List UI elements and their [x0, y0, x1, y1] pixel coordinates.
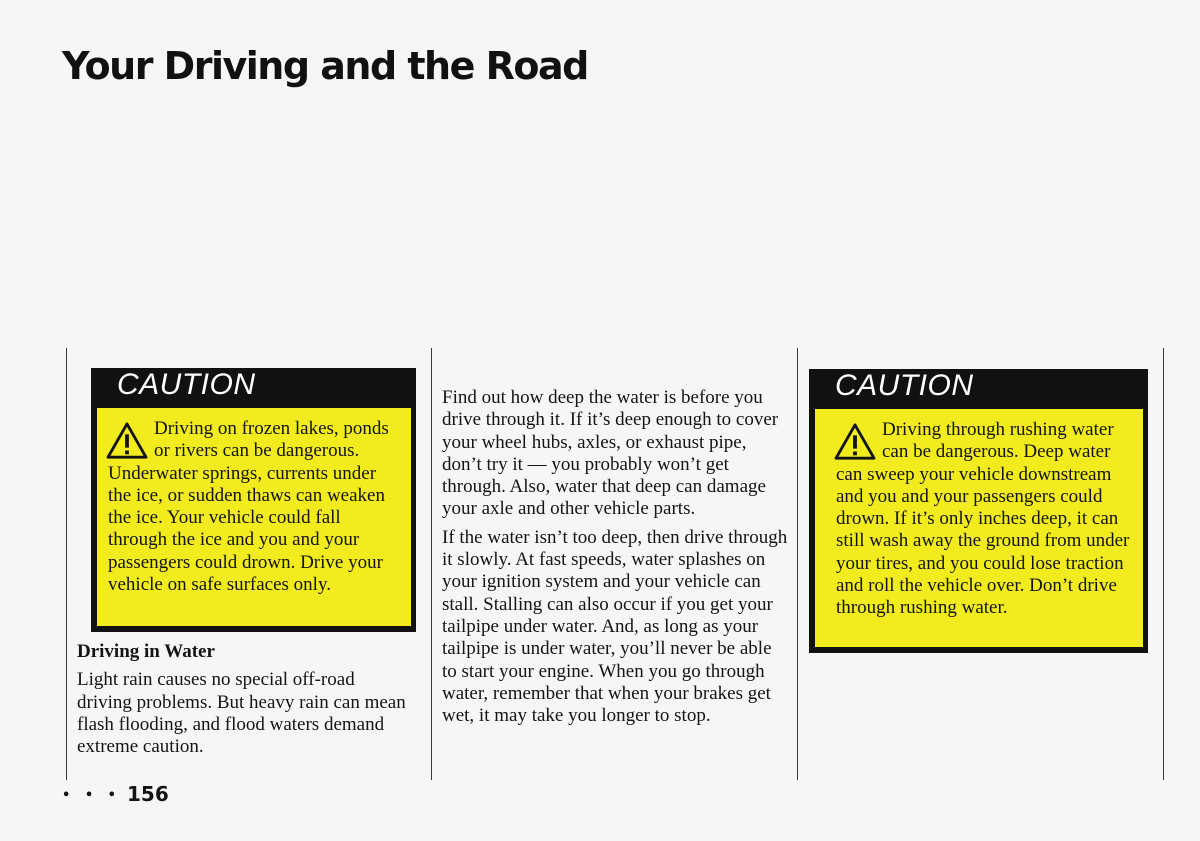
caution-box-frozen-lakes	[91, 368, 416, 632]
caution-heading: CAUTION	[117, 368, 256, 401]
warning-triangle-icon	[106, 422, 148, 460]
column-rule-middle	[431, 348, 432, 780]
caution-panel	[97, 408, 411, 626]
middle-column-text	[442, 387, 788, 733]
caution-box-rushing-water	[809, 369, 1148, 653]
page-number	[62, 782, 169, 806]
column-rule-far-right	[1163, 348, 1164, 780]
caution-panel	[815, 409, 1143, 647]
caution-heading: CAUTION	[835, 369, 974, 402]
drive-slowly-paragraph: If the water isn’t too deep, then drive through it slowly. At fast speeds, water splashes on your ignition system and your vehicle can stall. Stalling can also occur if you get your tailpipe under water. And, as long as your tailpipe is under water, you’ll never be able to start your engine. When you go through water, remember that when your brakes get wet, it may take you longer to stop.	[442, 526, 788, 727]
driving-in-water-section	[77, 641, 407, 764]
page-number-value: 156	[126, 782, 169, 806]
warning-triangle-icon	[834, 423, 876, 461]
caution-text: Driving through rushing water can be dangerous. Deep water can sweep your vehicle downstream and you and your passengers could drown. If it’s only inches deep, it can still wash away the ground from under your tires, and you could lose traction and roll the vehicle over. Don’t drive through rushing water.	[836, 419, 1130, 619]
section-heading: Driving in Water	[77, 641, 215, 662]
column-rule-right	[797, 348, 798, 780]
page-number-dots: • • •	[62, 788, 121, 803]
page-title: Your Driving and the Road	[62, 44, 588, 88]
section-paragraph: Light rain causes no special off-road driving problems. But heavy rain can mean flash flooding, and flood waters demand extreme caution.	[77, 669, 406, 758]
column-rule-left	[66, 348, 67, 780]
caution-text: Driving on frozen lakes, ponds or rivers can be dangerous. Underwater springs, currents under the ice, or sudden thaws can weaken the ice. Your vehicle could fall through the ice and you and your passengers could drown. Drive your vehicle on safe surfaces only.	[108, 418, 389, 596]
water-depth-paragraph: Find out how deep the water is before you drive through it. If it’s deep enough to cover your wheel hubs, axles, or exhaust pipe, don’t try it — you probably won’t get through. Also, water that deep can damage your axle and other vehicle parts.	[442, 387, 779, 520]
